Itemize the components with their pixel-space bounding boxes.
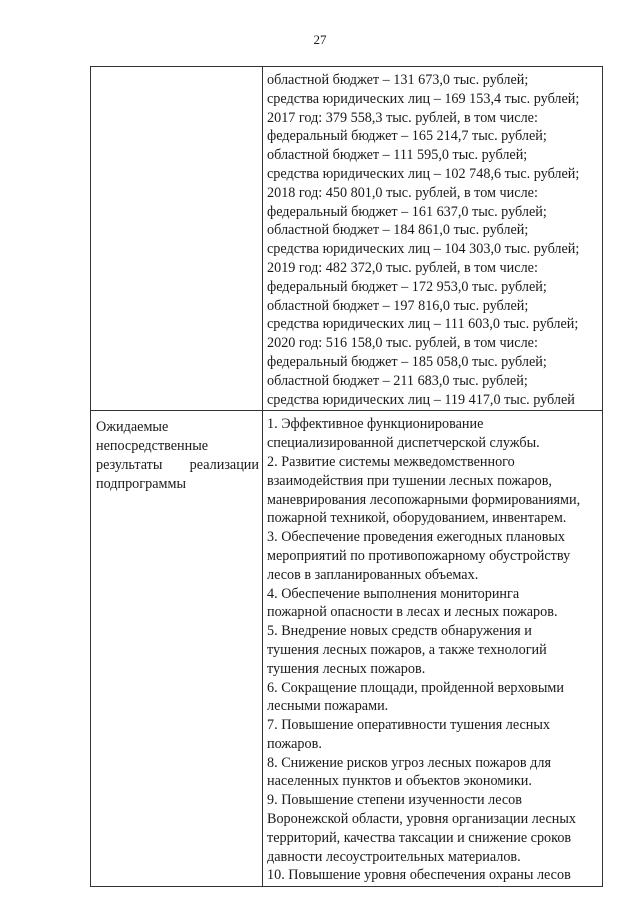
results-label-cell bbox=[91, 411, 263, 887]
results-row bbox=[91, 411, 603, 887]
financing-line: 2017 год: 379 558,3 тыс. рублей, в том числе: bbox=[267, 109, 538, 126]
financing-cell bbox=[263, 67, 603, 411]
result-line: пожарной опасности в лесах и лесных пожаров. bbox=[267, 604, 558, 621]
page-number: 27 bbox=[313, 32, 327, 47]
result-line: пожаров. bbox=[267, 735, 322, 752]
financing-line: областной бюджет – 197 816,0 тыс. рублей; bbox=[267, 297, 529, 314]
result-line: населенных пунктов и объектов экономики. bbox=[267, 773, 532, 790]
result-line: территорий, качества таксации и снижение сроков bbox=[267, 829, 572, 846]
financing-line: областной бюджет – 211 683,0 тыс. рублей; bbox=[267, 372, 528, 389]
results-label-line: непосредственные bbox=[96, 438, 209, 455]
result-line: маневрирования лесопожарными формированиями, bbox=[267, 491, 581, 508]
financing-line: федеральный бюджет – 185 058,0 тыс. рублей; bbox=[267, 353, 547, 370]
result-line: лесными пожарами. bbox=[267, 698, 389, 715]
financing-label-cell bbox=[91, 67, 263, 411]
results-label-line: подпрограммы bbox=[96, 475, 186, 492]
financing-row bbox=[91, 67, 603, 411]
financing-line: 2019 год: 482 372,0 тыс. рублей, в том числе: bbox=[267, 259, 538, 276]
result-line: 5. Внедрение новых средств обнаружения и bbox=[267, 623, 532, 640]
financing-line: средства юридических лиц – 104 303,0 тыс. рублей; bbox=[267, 241, 580, 258]
financing-line: 2020 год: 516 158,0 тыс. рублей, в том числе: bbox=[267, 335, 538, 352]
result-line: 8. Снижение рисков угроз лесных пожаров для bbox=[267, 754, 552, 771]
result-line: 1. Эффективное функционирование bbox=[267, 416, 484, 433]
result-line: мероприятий по противопожарному обустройству bbox=[267, 547, 571, 564]
result-line: специализированной диспетчерской службы. bbox=[267, 435, 540, 452]
result-line: 10. Повышение уровня обеспечения охраны лесов bbox=[267, 867, 571, 884]
results-cell bbox=[263, 411, 603, 887]
result-line: 4. Обеспечение выполнения мониторинга bbox=[267, 585, 520, 602]
financing-line: федеральный бюджет – 161 637,0 тыс. рублей; bbox=[267, 203, 547, 220]
financing-line: средства юридических лиц – 102 748,6 тыс. рублей; bbox=[267, 165, 580, 182]
financing-line: федеральный бюджет – 165 214,7 тыс. рублей; bbox=[267, 128, 547, 145]
financing-line: областной бюджет – 111 595,0 тыс. рублей; bbox=[267, 147, 528, 164]
result-line: 3. Обеспечение проведения ежегодных плановых bbox=[267, 529, 566, 546]
financing-line: областной бюджет – 184 861,0 тыс. рублей; bbox=[267, 222, 529, 239]
result-line: пожарной техникой, оборудованием, инвентарем. bbox=[267, 510, 567, 527]
result-line: 6. Сокращение площади, пройденной верховыми bbox=[267, 679, 564, 696]
results-label-word: результаты bbox=[96, 456, 163, 473]
results-label-word: реализации bbox=[189, 456, 259, 473]
financing-line: средства юридических лиц – 111 603,0 тыс. рублей; bbox=[267, 316, 579, 333]
results-label-line bbox=[96, 456, 259, 475]
result-line: 7. Повышение оперативности тушения лесных bbox=[267, 717, 551, 734]
result-line: 2. Развитие системы межведомственного bbox=[267, 453, 515, 470]
result-line: тушения лесных пожаров, а также технологий bbox=[267, 641, 547, 658]
result-line: 9. Повышение степени изученности лесов bbox=[267, 792, 522, 809]
financing-line: федеральный бюджет – 172 953,0 тыс. рублей; bbox=[267, 278, 547, 295]
financing-line: 2018 год: 450 801,0 тыс. рублей, в том числе: bbox=[267, 184, 538, 201]
program-table bbox=[90, 66, 603, 887]
results-label-line: Ожидаемые bbox=[96, 419, 169, 436]
result-line: лесов в запланированных объемах. bbox=[267, 566, 479, 583]
financing-line: средства юридических лиц – 119 417,0 тыс. рублей bbox=[267, 391, 575, 408]
result-line: Воронежской области, уровня организации лесных bbox=[267, 811, 577, 828]
result-line: взаимодействия при тушении лесных пожаров, bbox=[267, 472, 552, 489]
financing-line: средства юридических лиц – 169 153,4 тыс. рублей; bbox=[267, 90, 580, 107]
result-line: давности лесоустроительных материалов. bbox=[267, 848, 521, 865]
financing-line: областной бюджет – 131 673,0 тыс. рублей; bbox=[267, 72, 529, 88]
result-line: тушения лесных пожаров. bbox=[267, 660, 426, 677]
